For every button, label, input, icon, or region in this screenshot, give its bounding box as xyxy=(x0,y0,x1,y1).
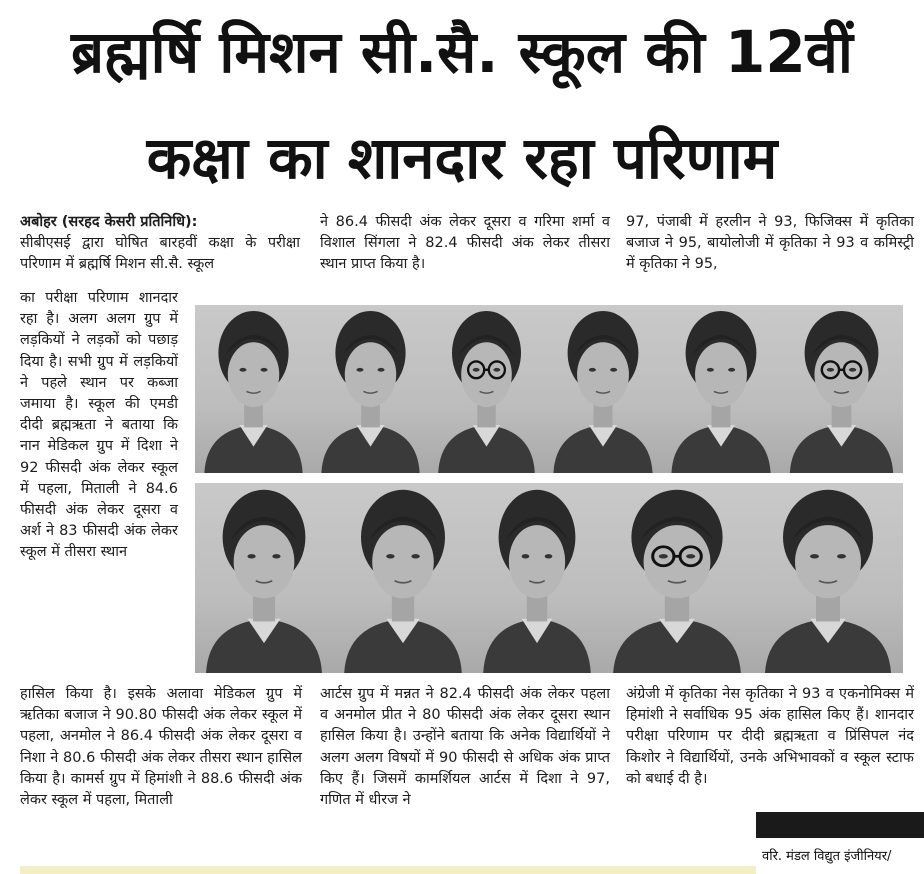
headline-line-2: कक्षा का शानदार रहा परिणाम xyxy=(146,124,778,192)
student-photo xyxy=(312,305,429,473)
article-column-2-bottom: आर्टस ग्रुप में मन्नत ने 82.4 फीसदी अंक लेकर पहला व अनमोल प्रीत ने 80 फीसदी अंक लेकर दूसरा स्थान हासिल किया है। उन्होंने बताया कि अनेक विद्यार्थियों ने अलग अलग विषयों में 90 फीसदी से अधिक अंक प्राप्त किए हैं। जिसमें कामर्शियल आर्टस में दिशा ने 97, गणित में धीरज ने xyxy=(320,686,610,809)
dateline: अबोहर (सरहद केसरी प्रतिनिधि): xyxy=(20,214,198,230)
student-photo xyxy=(195,305,312,473)
advert-box xyxy=(756,812,924,874)
student-photo xyxy=(662,305,780,473)
student-photo xyxy=(753,483,903,673)
student-photo xyxy=(780,305,903,473)
article-column-1-left: का परीक्षा परिणाम शानदार रहा है। अलग अलग ग्रुप में लड़कियों ने लड़कों को पछाड़ दिया है। सभी ग्रुप में लड़कियों ने पहले स्थान पर कब्जा जमाया है। स्कूल की एमडी दीदी ब्रह्मऋता ने बताया कि नान मेडिकल ग्रुप में दिशा ने 92 फीसदी अंक लेकर स्कूल में पहला, मिताली ने 84.6 फीसदी अंक लेकर दूसरा व अर्श ने 83 फीसदी अंक लेकर स्कूल में तीसरा स्थान xyxy=(20,290,178,561)
article-column-3-top: 97, पंजाबी में हरलीन ने 93, फिजिक्स में कृतिका बजाज ने 95, बायोलोजी में कृतिका ने 93 व कमिस्ट्री में कृतिका ने 95, xyxy=(626,214,914,273)
article-column-2-top: ने 86.4 फीसदी अंक लेकर दूसरा व गरिमा शर्मा व विशाल सिंगला ने 82.4 फीसदी अंक लेकर तीसरा स्थान प्राप्त किया है। xyxy=(320,214,610,273)
article-column-3-bottom: अंग्रेजी में कृतिका नेस कृतिका ने 93 व एकनोमिक्स में हिमांशी ने सर्वाधिक 95 अंक हासिल किए हैं। शानदार परीक्षा परिणाम पर दीदी ब्रह्मऋता व प्रिंसिपल नंद किशोर ने विद्यार्थियों, उनके अभिभावकों व स्कूल स्टाफ को बधाई दी है। xyxy=(626,686,914,787)
article-text: सीबीएसई द्वारा घोषित बारहवीं कक्षा के परीक्षा परिणाम में ब्रह्मर्षि मिशन सी.सै. स्कूल xyxy=(20,235,300,273)
article-column-1-bottom: हासिल किया है। इसके अलावा मेडिकल ग्रुप में ऋतिका बजाज ने 90.80 फीसदी अंक लेकर स्कूल में पहला, अनमोल ने 86.4 फीसदी अंक लेकर दूसरा व निशा ने 80.6 फीसदी अंक लेकर तीसरा स्थान हासिल किया है। कामर्स ग्रुप में हिमांशी ने 88.6 फीसदी अंक लेकर स्कूल में पहला, मिताली xyxy=(20,686,302,809)
student-photo xyxy=(333,483,473,673)
student-photo-grid xyxy=(195,305,903,673)
student-photo xyxy=(544,305,662,473)
advert-text: वरि. मंडल विद्युत इंजीनियर/ xyxy=(762,849,892,864)
student-photo xyxy=(601,483,753,673)
headline-line-1: ब्रह्मर्षि मिशन सी.सै. स्कूल की 12वीं xyxy=(71,18,853,86)
student-photo xyxy=(429,305,544,473)
article-column-1-top xyxy=(20,212,300,276)
student-photo xyxy=(195,483,333,673)
student-photo xyxy=(473,483,601,673)
bottom-band xyxy=(20,866,756,874)
